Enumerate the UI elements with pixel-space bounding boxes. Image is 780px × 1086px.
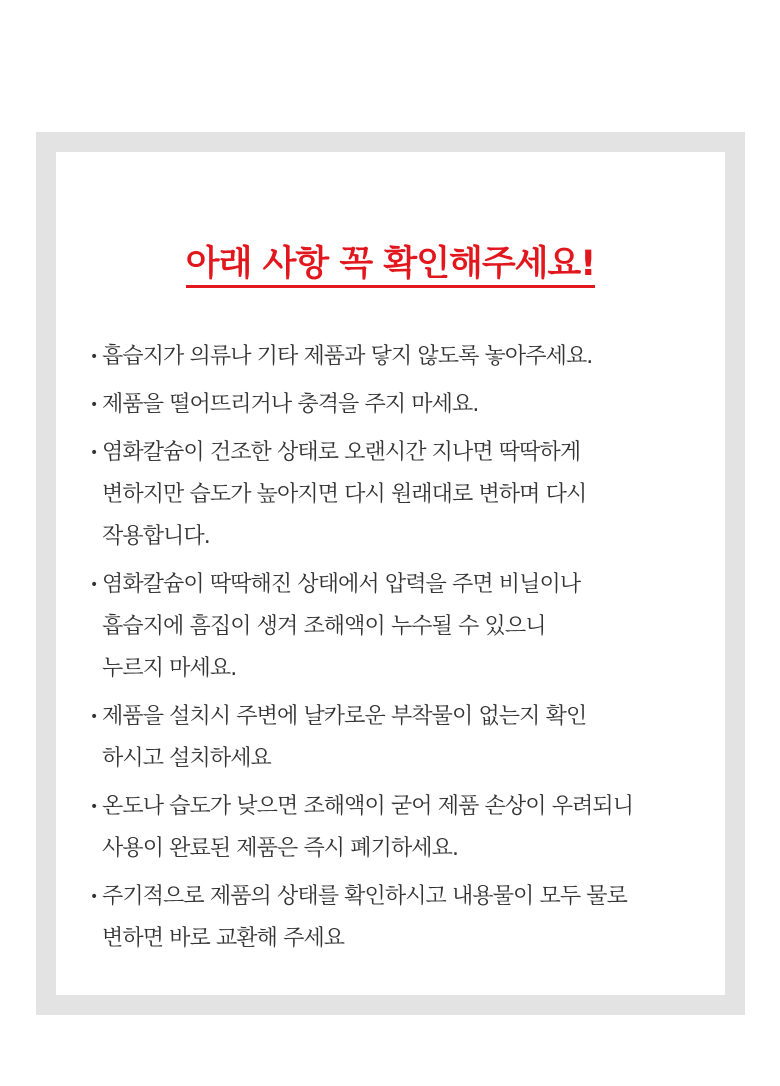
list-item-line: 작용합니다. bbox=[102, 524, 210, 549]
list-item-text bbox=[102, 876, 710, 960]
notice-title bbox=[56, 242, 725, 286]
list-item-line: 누르지 마세요. bbox=[102, 656, 237, 681]
bullet-icon: • bbox=[90, 889, 99, 905]
bullet-icon: • bbox=[90, 799, 99, 815]
notice-list bbox=[90, 336, 710, 966]
list-item-text bbox=[102, 564, 710, 690]
list-item-line: 흡습지가 의류나 기타 제품과 닿지 않도록 놓아주세요. bbox=[102, 344, 593, 369]
list-item bbox=[90, 876, 710, 960]
notice-title-text: 아래 사항 꼭 확인해주세요! bbox=[186, 244, 595, 288]
notice-frame bbox=[36, 132, 745, 1015]
bullet-icon: • bbox=[90, 397, 99, 413]
list-item-line: 주기적으로 제품의 상태를 확인하시고 내용물이 모두 물로 bbox=[102, 884, 628, 909]
list-item-line: 온도나 습도가 낮으면 조해액이 굳어 제품 손상이 우려되니 bbox=[102, 794, 634, 819]
bullet-icon: • bbox=[90, 577, 99, 593]
list-item-line: 제품을 설치시 주변에 날카로운 부착물이 없는지 확인 bbox=[102, 704, 587, 729]
list-item-line: 염화칼슘이 건조한 상태로 오랜시간 지나면 딱딱하게 bbox=[102, 440, 581, 465]
bullet-icon: • bbox=[90, 349, 99, 365]
list-item-line: 변하면 바로 교환해 주세요 bbox=[102, 926, 345, 951]
list-item-text bbox=[102, 384, 710, 426]
list-item bbox=[90, 384, 710, 426]
list-item bbox=[90, 564, 710, 690]
list-item-text bbox=[102, 432, 710, 558]
list-item bbox=[90, 336, 710, 378]
list-item-line: 사용이 완료된 제품은 즉시 폐기하세요. bbox=[102, 836, 459, 861]
list-item-line: 흡습지에 흠집이 생겨 조해액이 누수될 수 있으니 bbox=[102, 614, 546, 639]
list-item-line: 제품을 떨어뜨리거나 충격을 주지 마세요. bbox=[102, 392, 479, 417]
list-item-line: 하시고 설치하세요 bbox=[102, 746, 271, 771]
list-item bbox=[90, 696, 710, 780]
list-item-text bbox=[102, 696, 710, 780]
list-item-text bbox=[102, 336, 710, 378]
list-item-text bbox=[102, 786, 710, 870]
list-item bbox=[90, 432, 710, 558]
list-item-line: 변하지만 습도가 높아지면 다시 원래대로 변하며 다시 bbox=[102, 482, 587, 507]
list-item-line: 염화칼슘이 딱딱해진 상태에서 압력을 주면 비닐이나 bbox=[102, 572, 581, 597]
bullet-icon: • bbox=[90, 445, 99, 461]
list-item bbox=[90, 786, 710, 870]
bullet-icon: • bbox=[90, 709, 99, 725]
notice-card bbox=[56, 152, 725, 995]
